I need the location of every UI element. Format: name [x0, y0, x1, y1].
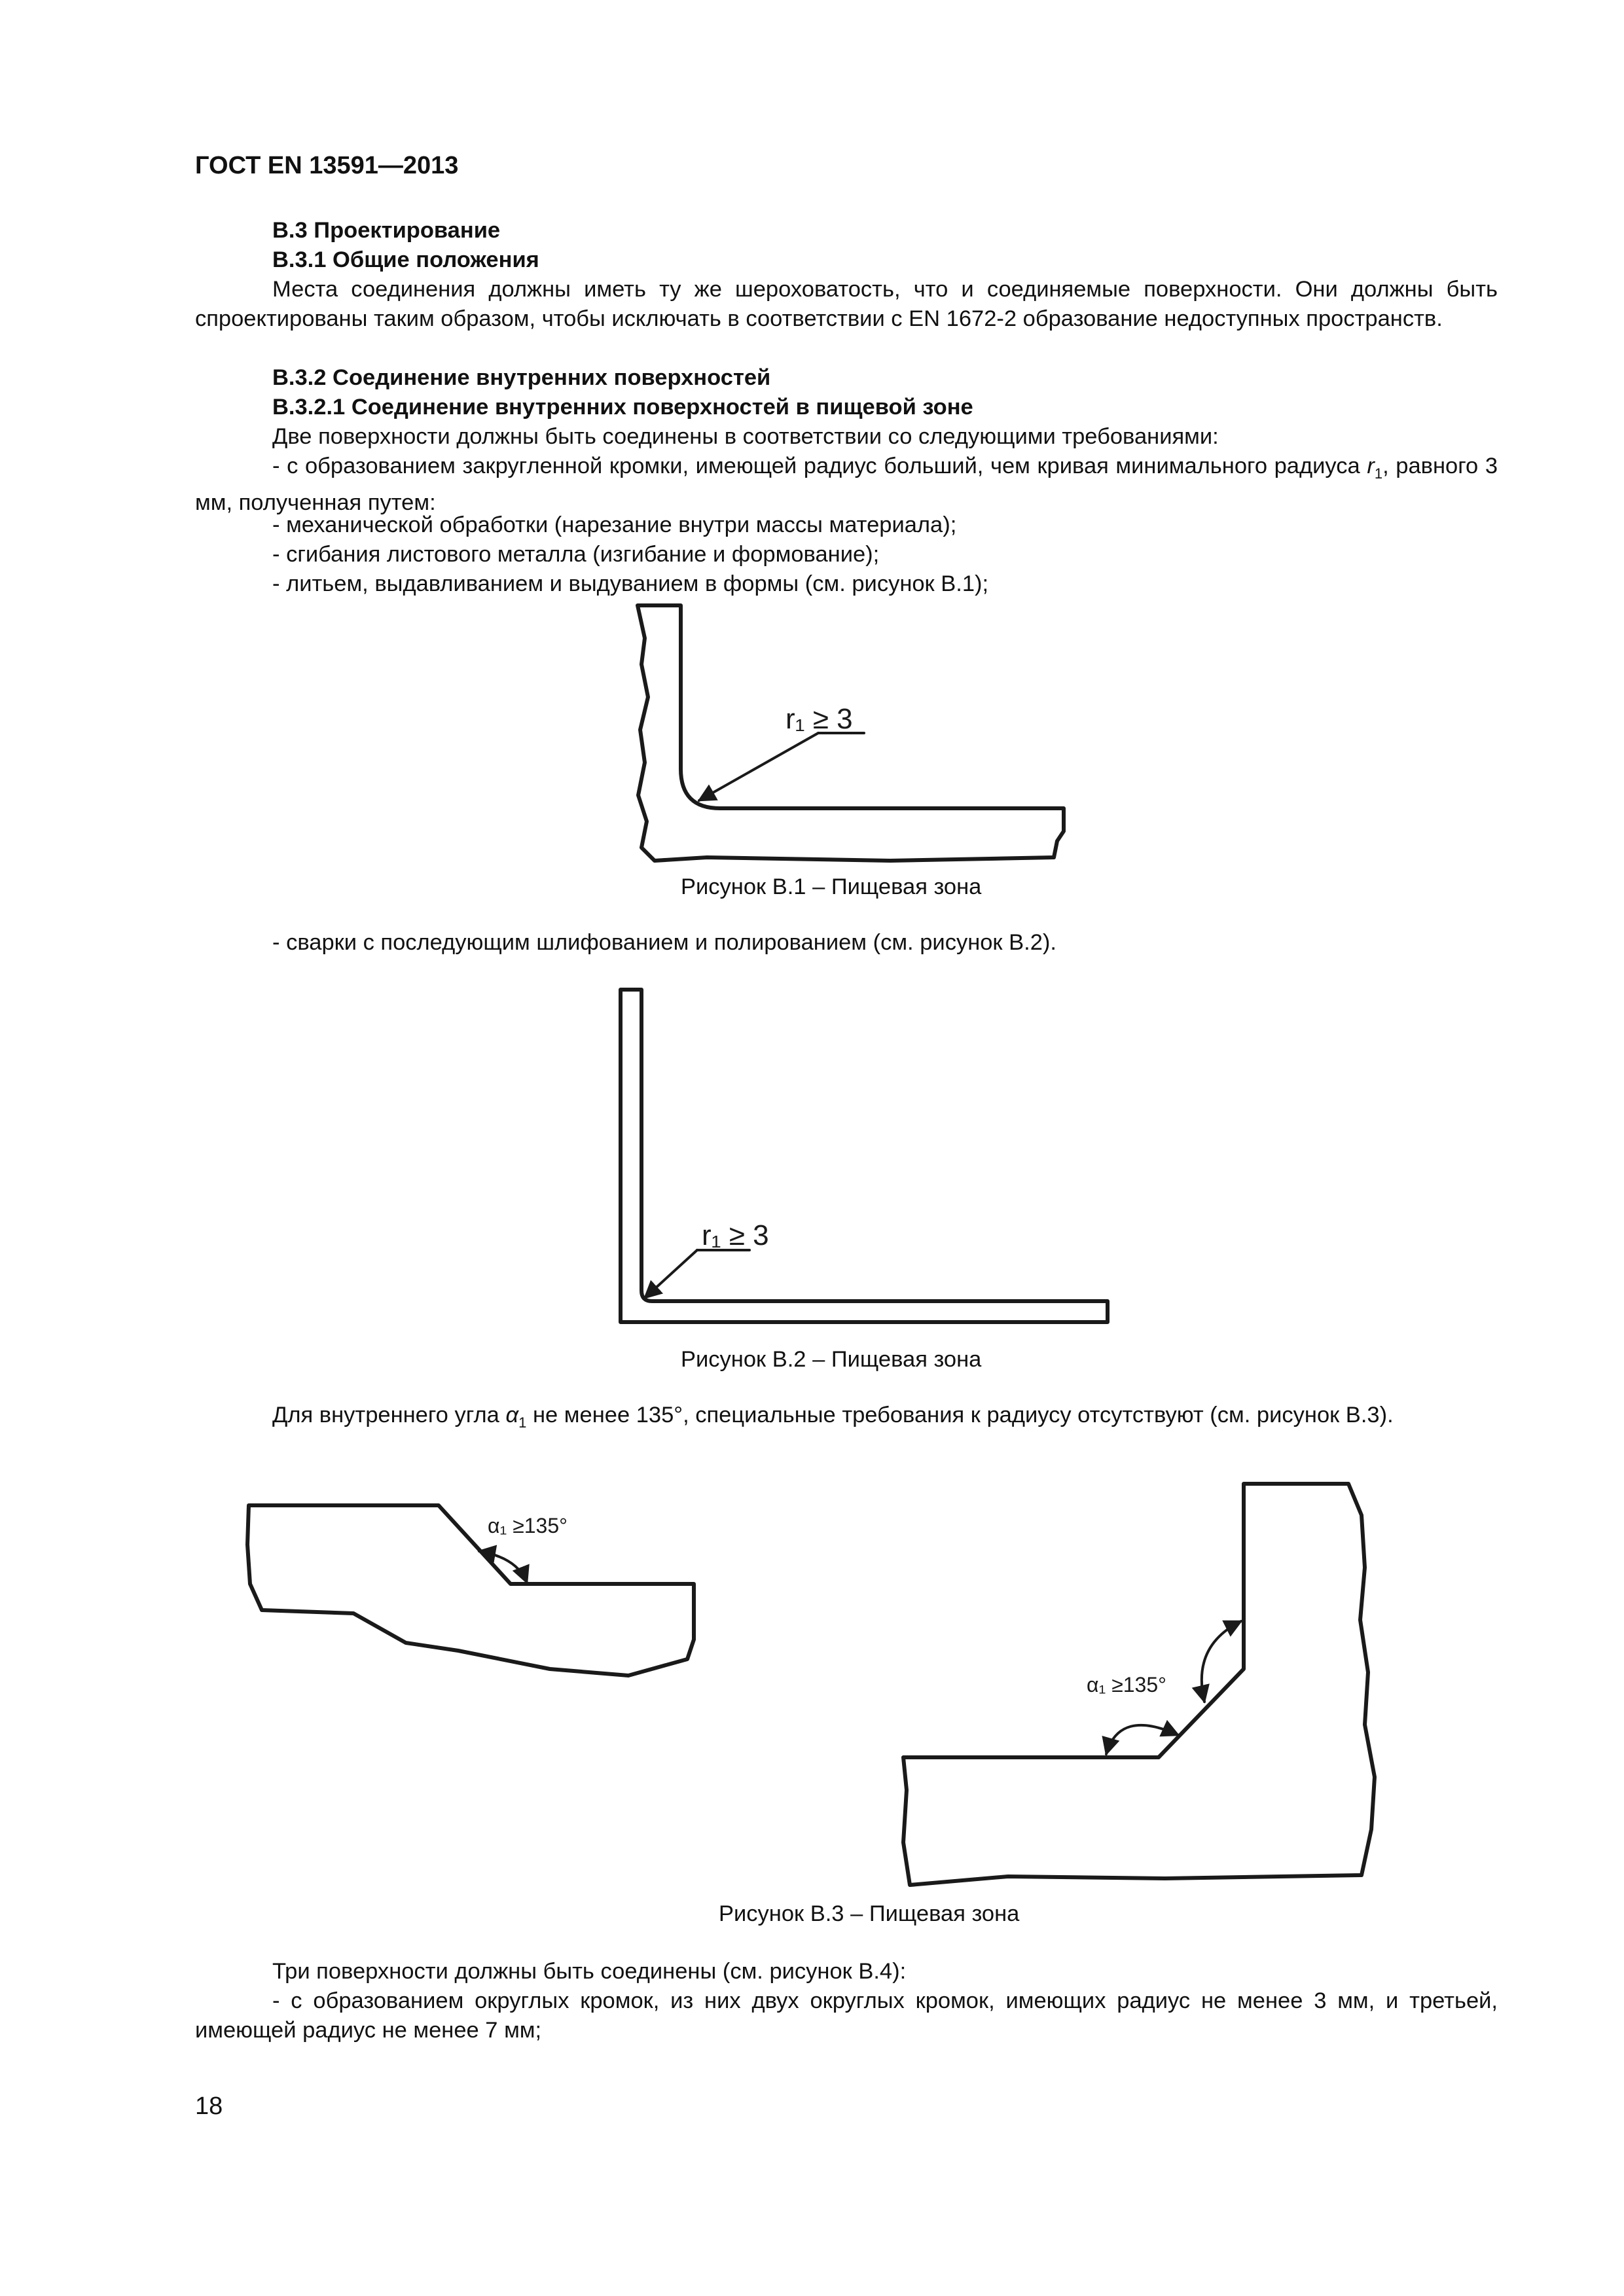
figure-b1-drawing	[628, 599, 1100, 874]
section-b321-heading: В.3.2.1 Соединение внутренних поверхностей в пищевой зоне	[272, 395, 973, 420]
figure-b1-leader-line	[699, 733, 818, 800]
section-b32-heading: В.3.2 Соединение внутренних поверхностей	[272, 365, 771, 390]
figure-b2-leader-line	[645, 1250, 697, 1298]
figure-b3-left-angle-label: α₁ ≥135°	[488, 1514, 568, 1537]
document-code: ГОСТ EN 13591—2013	[195, 152, 459, 179]
radius-subscript: 1	[1374, 465, 1383, 482]
list-item-machining: - механической обработки (нарезание внутри массы материала);	[272, 512, 957, 537]
figure-b3-right-angle-label: α₁ ≥135°	[1087, 1673, 1166, 1696]
section-b3-heading: В.3 Проектирование	[272, 218, 501, 243]
list-item-bending: - сгибания листового металла (изгибание и формование);	[272, 542, 880, 567]
figure-b2-radius-label: r₁ ≥ 3	[702, 1219, 769, 1251]
angle-text-end: не менее 135°, специальные требования к радиусу отсутствуют (см. рисунок В.3).	[526, 1403, 1394, 1427]
section-b31-heading: В.3.1 Общие положения	[272, 247, 539, 272]
figure-b3-left-section	[247, 1505, 694, 1676]
rounded-edge-paragraph	[195, 452, 1498, 518]
internal-angle-paragraph	[195, 1401, 1498, 1437]
page-number: 18	[195, 2092, 223, 2120]
figure-b2-caption: Рисунок В.2 – Пищевая зона	[681, 1347, 982, 1372]
general-provisions-paragraph: Места соединения должны иметь ту же шероховатость, что и соединяемые поверхности. Они должны быть спроектированы таким образом, чтобы исключать в соответствии с EN 1672-2 образование недоступных пространств.	[195, 277, 1498, 331]
rounded-edge-text-end: , равного 3 мм, полученная путем:	[195, 454, 1498, 515]
alpha-subscript: 1	[518, 1414, 527, 1431]
alpha-variable: α	[505, 1403, 519, 1427]
figure-b1-caption: Рисунок В.1 – Пищевая зона	[681, 874, 982, 899]
three-surfaces-paragraph: Три поверхности должны быть соединены (см. рисунок В.4):	[272, 1959, 907, 1984]
figure-b2-sheet	[621, 990, 1108, 1322]
figure-b3-left-drawing	[236, 1479, 707, 1702]
three-edges-paragraph: - с образованием округлых кромок, из них двух округлых кромок, имеющих радиус не менее 3 мм, и третьей, имеющей радиус не менее 7 мм;	[195, 1988, 1498, 2043]
figure-b3-right-drawing	[890, 1476, 1388, 1901]
angle-text-start: Для внутреннего угла	[272, 1403, 506, 1427]
welding-paragraph: - сварки с последующим шлифованием и полированием (см. рисунок В.2).	[272, 930, 1056, 955]
two-surfaces-paragraph: Две поверхности должны быть соединены в соответствии со следующими требованиями:	[272, 424, 1219, 449]
figure-b3-caption: Рисунок В.3 – Пищевая зона	[719, 1901, 1020, 1926]
list-item-casting: - литьем, выдавливанием и выдуванием в формы (см. рисунок В.1);	[272, 571, 989, 596]
rounded-edge-text-start: - с образованием закругленной кромки, имеющей радиус больший, чем кривая минимального радиуса	[272, 454, 1367, 478]
figure-b2-drawing	[609, 982, 1113, 1342]
radius-variable: r	[1367, 454, 1375, 478]
figure-b1-radius-label: r₁ ≥ 3	[785, 703, 853, 735]
